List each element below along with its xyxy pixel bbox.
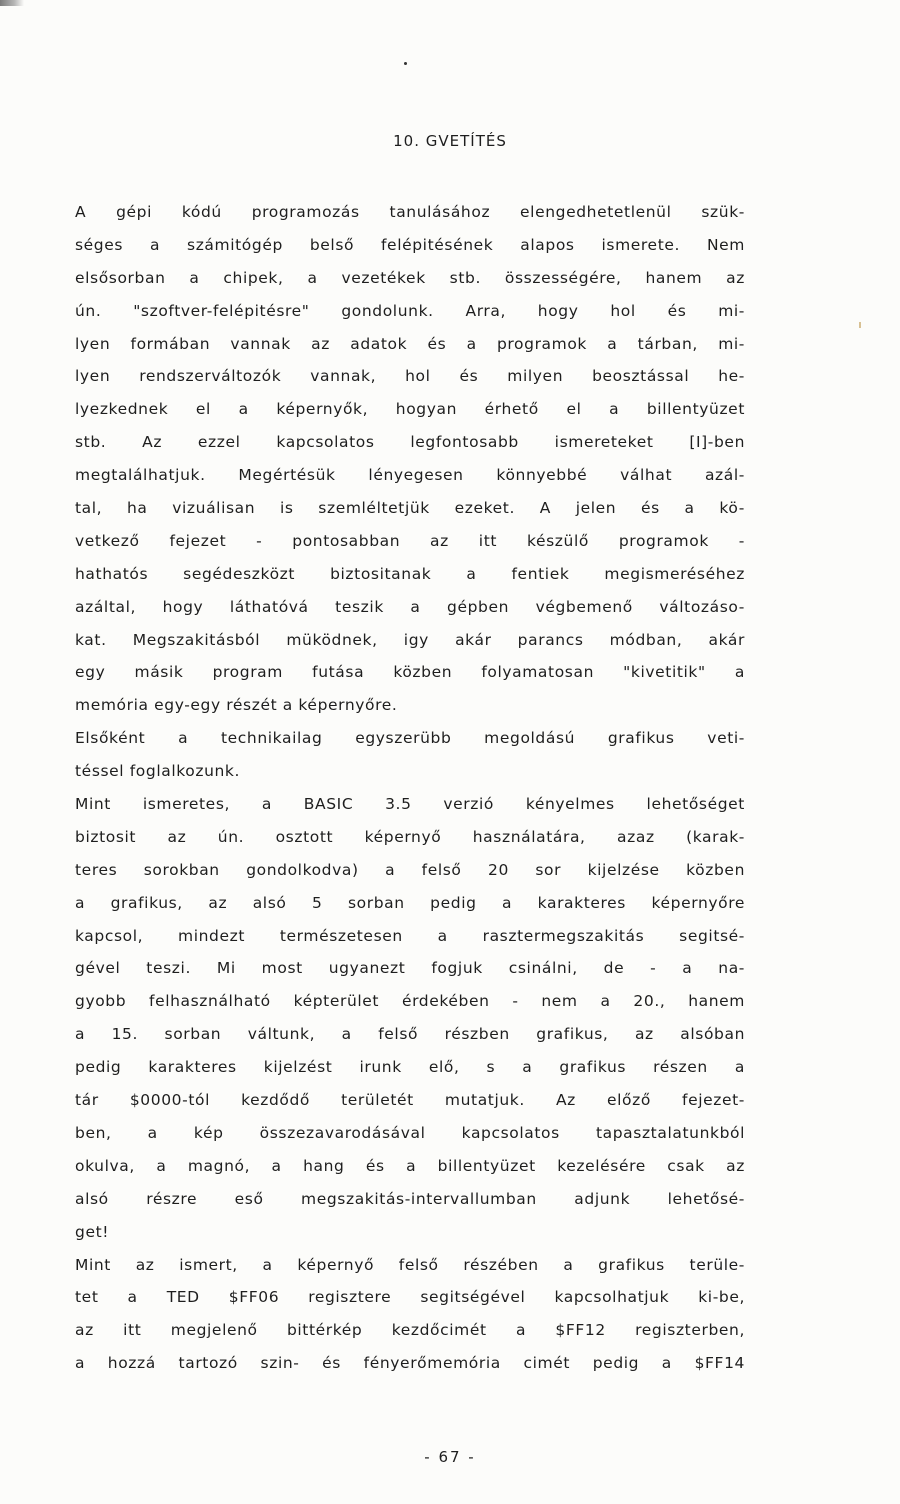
chapter-title: 10. GVETÍTÉS (393, 132, 507, 150)
text-line: ún. "szoftver-felépitésre" gondolunk. Arra, hogy hol és mi- (75, 301, 745, 320)
text-line: Elsőként a technikailag egyszerübb megoldású grafikus veti- (75, 729, 745, 748)
text-line: get! (75, 1222, 110, 1241)
text-line: lyen rendszerváltozók vannak, hol és milyen beosztással he- (75, 367, 745, 386)
text-line: kat. Megszakitásból müködnek, igy akár parancs módban, akár (75, 630, 745, 649)
text-line: okulva, a magnó, a hang és a billentyüzet kezelésére csak az (75, 1156, 745, 1175)
text-line: teres sorokban gondolkodva) a felső 20 sor kijelzése közben (75, 860, 745, 879)
text-line: stb. Az ezzel kapcsolatos legfontosabb ismereteket [I]-ben (75, 433, 745, 452)
text-line: egy másik program futása közben folyamatosan "kivetitik" a (75, 663, 745, 682)
text-line: biztosit az ún. osztott képernyő használatára, azaz (karak- (75, 827, 745, 846)
text-line: a 15. sorban váltunk, a felső részben grafikus, az alsóban (75, 1025, 745, 1044)
text-line: alsó részre eső megszakitás-intervallumban adjunk lehetősé- (75, 1189, 745, 1208)
text-line: téssel foglalkozunk. (75, 762, 241, 781)
text-line: gyobb felhasználható képterület érdekében - nem a 20., hanem (75, 992, 745, 1011)
page-number: - 67 - (424, 1448, 476, 1466)
text-line: gével teszi. Mi most ugyanezt fogjuk csinálni, de - a na- (75, 959, 745, 978)
text-line: a grafikus, az alsó 5 sorban pedig a karakteres képernyőre (75, 893, 745, 912)
text-line: memória egy-egy részét a képernyőre. (75, 696, 398, 715)
text-line: megtalálhatjuk. Megértésük lényegesen könnyebbé válhat azál- (75, 466, 745, 485)
text-line: a hozzá tartozó szin- és fényerőmemória cimét pedig a $FF14 (75, 1354, 745, 1373)
scan-dot-mark (404, 62, 407, 65)
text-line: elsősorban a chipek, a vezetékek stb. összességére, hanem az (75, 268, 745, 287)
text-line: pedig karakteres kijelzést irunk elő, s a grafikus részen a (75, 1058, 745, 1077)
text-line: hathatós segédeszközt biztositanak a fentiek megismeréséhez (75, 564, 745, 583)
text-line: lyen formában vannak az adatok és a programok a tárban, mi- (75, 334, 745, 353)
text-line: lyezkednek el a képernyők, hogyan érhető el a billentyüzet (75, 400, 745, 419)
text-line: tet a TED $FF06 regisztere segitségével kapcsolhatjuk ki-be, (75, 1288, 745, 1307)
text-line: ben, a kép összezavarodásával kapcsolatos tapasztalatunkból (75, 1123, 745, 1142)
text-line: kapcsol, mindezt természetesen a rasztermegszakitás segitsé- (75, 926, 745, 945)
text-line: az itt megjelenő bittérkép kezdőcimét a $FF12 regiszterben, (75, 1321, 745, 1340)
text-line: A gépi kódú programozás tanulásához elengedhetetlenül szük- (75, 203, 745, 221)
body-text (75, 196, 745, 1380)
text-line: vetkező fejezet - pontosabban az itt készülő programok - (75, 531, 745, 550)
text-line: Mint ismeretes, a BASIC 3.5 verzió kényelmes lehetőséget (75, 795, 745, 814)
text-line: Mint az ismert, a képernyő felső részében a grafikus terüle- (75, 1255, 745, 1274)
text-line: séges a számitógép belső felépitésének alapos ismerete. Nem (75, 235, 745, 254)
scan-speck (859, 322, 861, 328)
text-line: tal, ha vizuálisan is szemléltetjük ezeket. A jelen és a kö- (75, 499, 745, 518)
text-line: tár $0000-tól kezdődő területét mutatjuk. Az előző fejezet- (75, 1091, 745, 1110)
text-line: azáltal, hogy láthatóvá teszik a gépben végbemenő változáso- (75, 597, 745, 616)
scan-corner-mark (0, 0, 24, 6)
